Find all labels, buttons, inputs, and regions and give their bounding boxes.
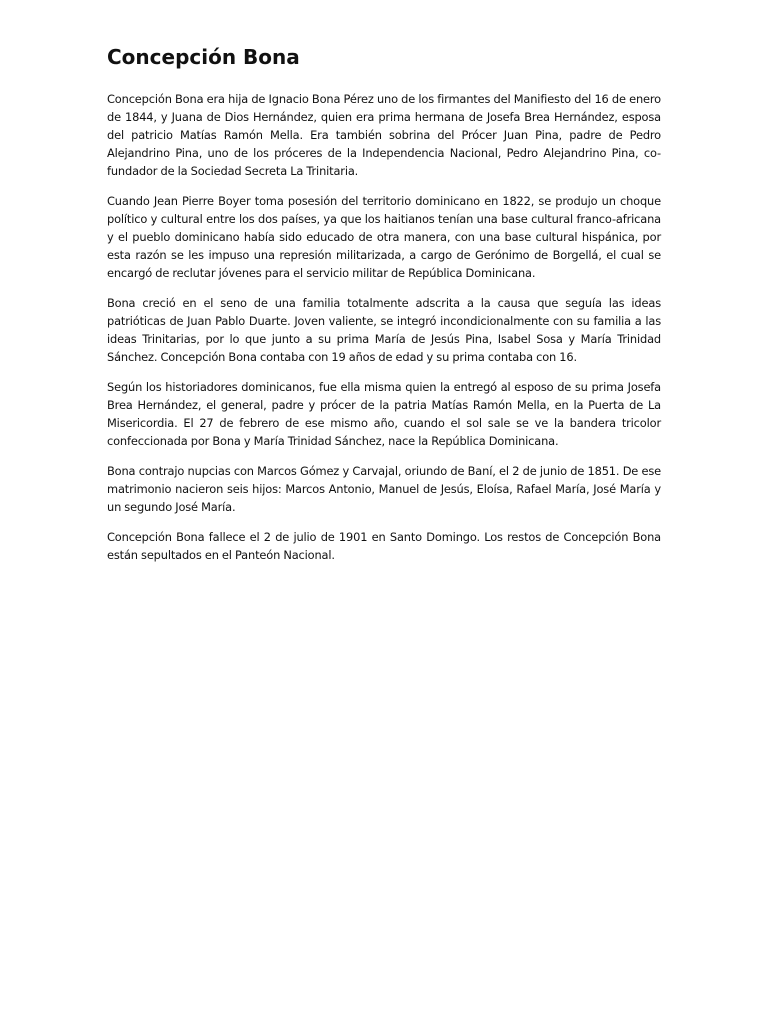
paragraph-3: Bona creció en el seno de una familia totalmente adscrita a la causa que seguía las ideas patrióticas de Juan Pablo Duarte. Joven valiente, se integró incondicionalmente con su familia a las ideas Trinitarias, por lo que junto a su prima María de Jesús Pina, Isabel Sosa y María Trinidad Sánchez. Concepción Bona contaba con 19 años de edad y su prima contaba con 16. — [107, 296, 661, 364]
document-title: Concepción Bona — [107, 45, 300, 69]
paragraph-2: Cuando Jean Pierre Boyer toma posesión del territorio dominicano en 1822, se produjo un choque político y cultural entre los dos países, ya que los haitianos tenían una base cultural franco-africana y el pueblo dominicano había sido educado de otra manera, con una base cultural hispánica, por esta razón se les impuso una represión militarizada, a cargo de Gerónimo de Borgellá, el cual se encargó de reclutar jóvenes para el servicio militar de República Dominicana. — [107, 194, 661, 280]
paragraph-6: Concepción Bona fallece el 2 de julio de 1901 en Santo Domingo. Los restos de Concepción Bona están sepultados en el Panteón Nacional. — [107, 530, 661, 562]
paragraph-4: Según los historiadores dominicanos, fue ella misma quien la entregó al esposo de su prima Josefa Brea Hernández, el general, padre y prócer de la patria Matías Ramón Mella, en la Puerta de La Misericordia. El 27 de febrero de ese mismo año, cuando el sol sale se ve la bandera tricolor confeccionada por Bona y María Trinidad Sánchez, nace la República Dominicana. — [107, 380, 661, 448]
paragraph-5: Bona contrajo nupcias con Marcos Gómez y Carvajal, oriundo de Baní, el 2 de junio de 1851. De ese matrimonio nacieron seis hijos: Marcos Antonio, Manuel de Jesús, Eloísa, Rafael María, José María y un segundo José María. — [107, 464, 661, 514]
document-page — [107, 40, 661, 576]
paragraph-1: Concepción Bona era hija de Ignacio Bona Pérez uno de los firmantes del Manifiesto del 16 de enero de 1844, y Juana de Dios Hernández, quien era prima hermana de Josefa Brea Hernández, esposa del patricio Matías Ramón Mella. Era también sobrina del Prócer Juan Pina, padre de Pedro Alejandrino Pina, uno de los próceres de la Independencia Nacional, Pedro Alejandrino Pina, co-fundador de la Sociedad Secreta La Trinitaria. — [107, 92, 661, 178]
